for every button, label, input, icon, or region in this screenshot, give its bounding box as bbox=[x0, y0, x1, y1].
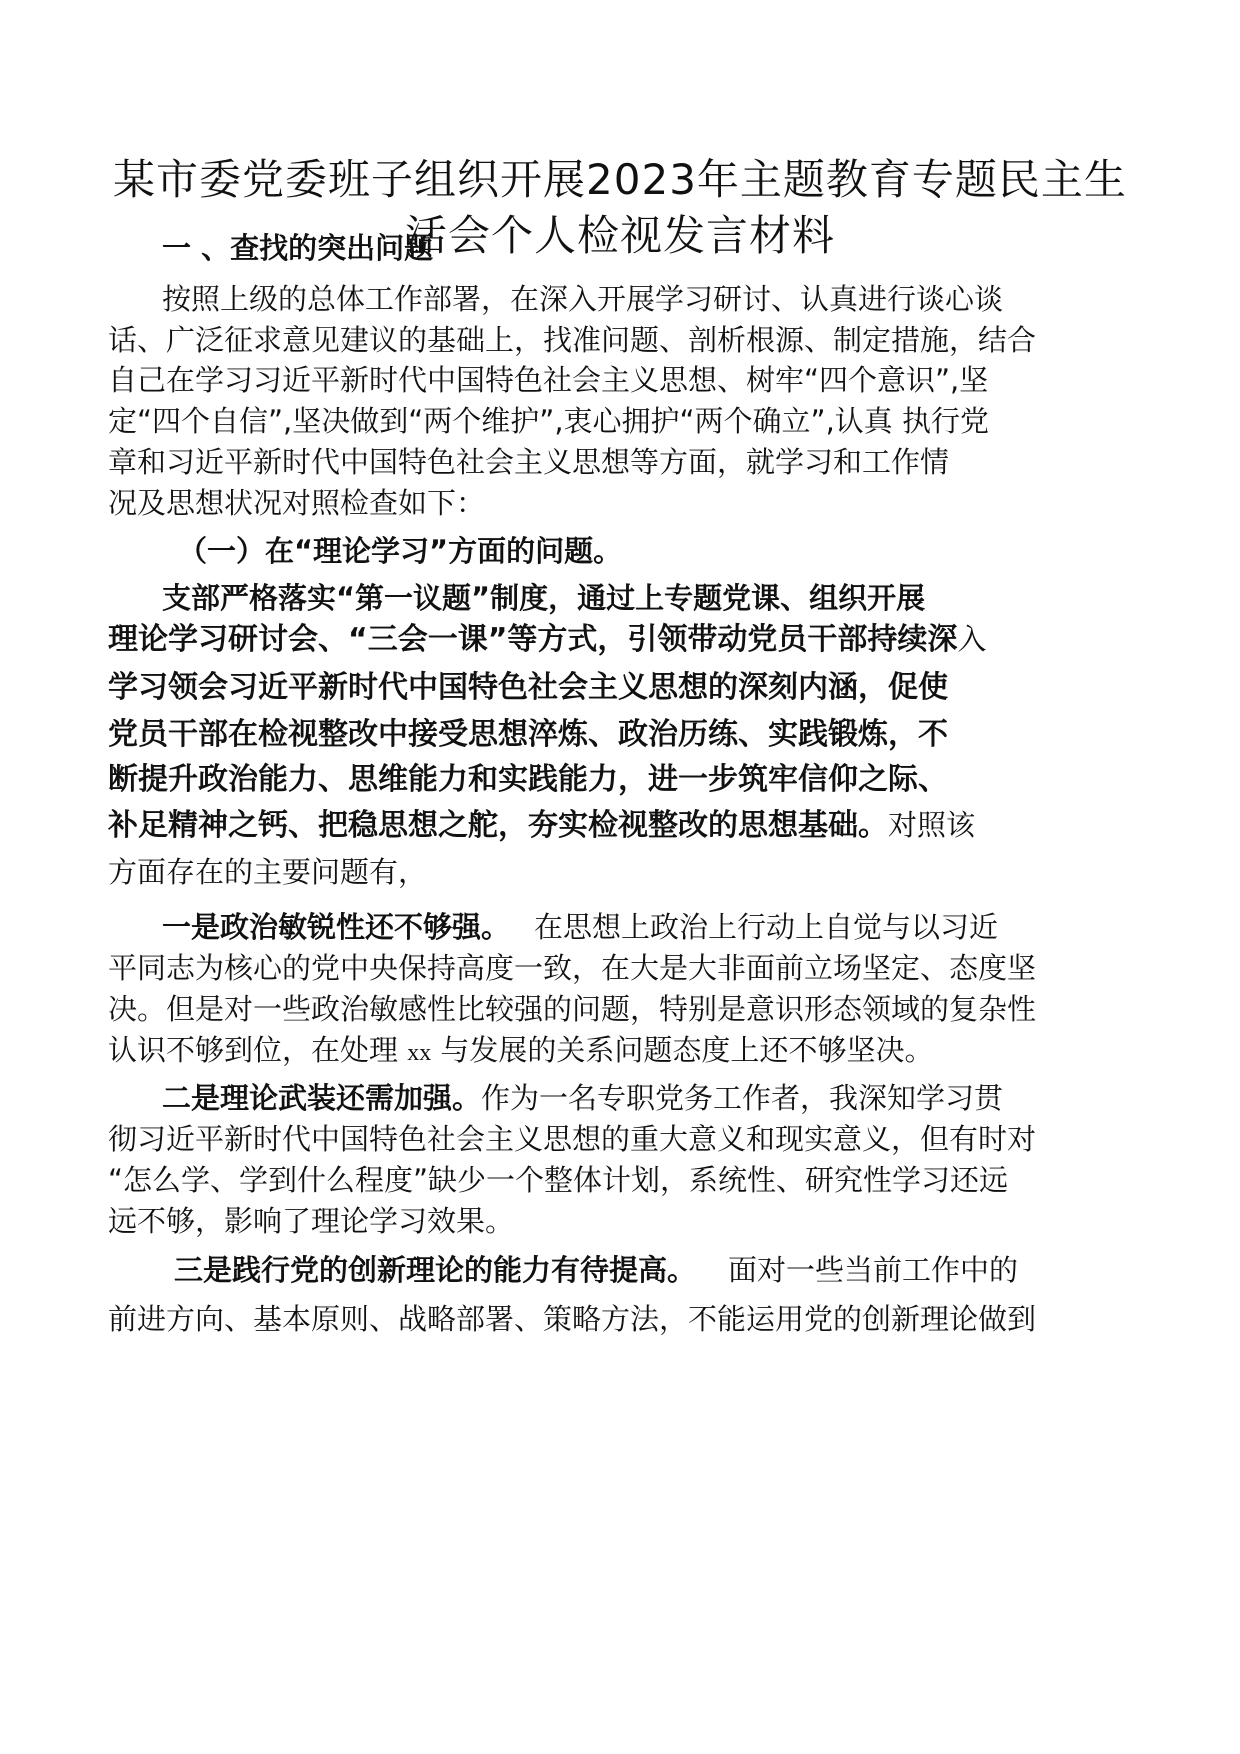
title-line-2: 活会个人检视发言材料 bbox=[404, 211, 835, 260]
problem-text: 作为一名专职党务工作者，我深知学习贯 bbox=[481, 1081, 1004, 1115]
problem-line: “怎么学、学到什么程度”缺少一个整体计划，系统性、研究性学习还远 bbox=[108, 1163, 1009, 1197]
problem-text: 认识不够到位，在处理 bbox=[108, 1033, 408, 1067]
title-line-1: 某市委党委班子组织开展2023年主题教育专题民主生 bbox=[113, 155, 1127, 204]
paragraph-bold-text: 补足精神之钙、把稳思想之舵，夯实检视整改的思想基础。 bbox=[108, 808, 888, 843]
paragraph-line: 党员干部在检视整改中接受思想淬炼、政治历练、实践锻炼，不 bbox=[108, 717, 948, 752]
problem-line: 决。但是对一些政治敏感性比较强的问题，特别是意识形态领域的复杂性 bbox=[108, 992, 1037, 1026]
paragraph-text: 入 bbox=[957, 622, 987, 656]
intro-line: 话、广泛征求意见建议的基础上，找准问题、剖析根源、制定措施，结合 bbox=[108, 323, 1037, 357]
paragraph-line: 方面存在的主要问题有， bbox=[108, 855, 428, 889]
problem-text: 面对一些当前工作中的 bbox=[728, 1253, 1019, 1287]
problem-line bbox=[174, 1248, 1018, 1292]
paragraph-line bbox=[108, 617, 986, 662]
paragraph-text: 对照该 bbox=[888, 808, 976, 842]
placeholder-text: xx bbox=[407, 1040, 432, 1066]
paragraph-line: 断提升政治能力、思维能力和实践能力，进一步筑牢信仰之际、 bbox=[108, 762, 948, 797]
problem-label: 二是理论武装还需加强。 bbox=[162, 1081, 482, 1115]
problem-text: 与发展的关系问题态度上还不够坚决。 bbox=[431, 1033, 934, 1067]
paragraph-line: 支部严格落实“第一议题”制度，通过上专题党课、组织开展 bbox=[162, 581, 926, 615]
problem-line bbox=[162, 905, 998, 949]
problem-label: 三是践行党的创新理论的能力有待提高。 bbox=[174, 1253, 697, 1287]
paragraph-line: 学习领会习近平新时代中国特色社会主义思想的深刻内涵，促使 bbox=[108, 670, 948, 705]
problem-line: 平同志为核心的党中央保持高度一致，在大是大非面前立场坚定、态度坚 bbox=[108, 951, 1037, 985]
intro-line: 章和习近平新时代中国特色社会主义思想等方面，就学习和工作情 bbox=[108, 445, 950, 479]
problem-label: 一是政治敏锐性还不够强。 bbox=[162, 910, 511, 944]
paragraph-bold-text: 理论学习研讨会、“三会一课”等方式，引领带动党员干部持续深 bbox=[108, 622, 958, 657]
problem-line: 彻习近平新时代中国特色社会主义思想的重大意义和现实意义，但有时对 bbox=[108, 1122, 1037, 1156]
subsection-heading: （一）在“理论学习”方面的问题。 bbox=[178, 534, 623, 568]
intro-line: 自己在学习习近平新时代中国特色社会主义思想、树牢“四个意识”,坚 bbox=[108, 363, 989, 397]
intro-line: 定“四个自信”,坚决做到“两个维护”,衷心拥护“两个确立”,认真 执行党 bbox=[108, 404, 990, 438]
problem-text: 在思想上政治上行动上自觉与以习近 bbox=[534, 910, 999, 944]
intro-line: 按照上级的总体工作部署，在深入开展学习研讨、认真进行谈心谈 bbox=[162, 282, 1004, 316]
problem-line bbox=[108, 1028, 933, 1075]
problem-line: 远不够，影响了理论学习效果。 bbox=[108, 1204, 515, 1238]
section-heading: 一 、查找的突出问题 bbox=[162, 231, 434, 265]
paragraph-line bbox=[108, 803, 975, 848]
problem-line bbox=[162, 1076, 1003, 1120]
intro-line: 况及思想状况对照检查如下： bbox=[108, 486, 486, 520]
problem-line: 前进方向、基本原则、战略部署、策略方法，不能运用党的创新理论做到 bbox=[108, 1302, 1037, 1336]
